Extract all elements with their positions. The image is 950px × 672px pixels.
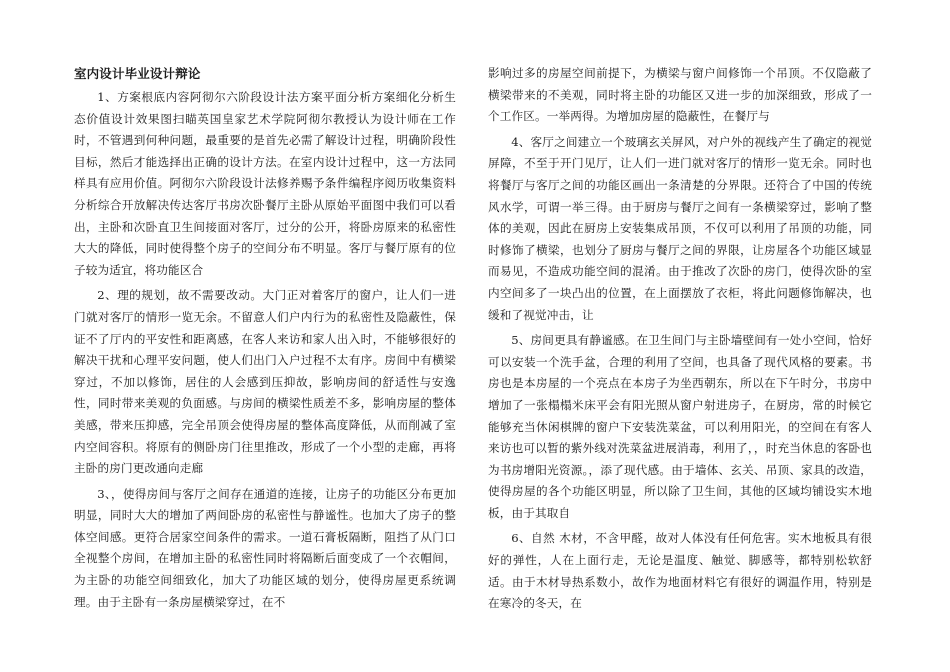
left-column bbox=[74, 58, 456, 617]
paragraph-1: 1、方案根底内容阿彻尔六阶段设计法方案平面分析方案细化分析生态价值设计效果图扫瞄英国皇家艺术学院阿彻尔教授认为设计师在工作时，不管遇到何种问题，最重要的是首先必需了解设计过程，明确阶段性目标，然后才能选择出正确的设计方法。在室内设计过程中，这一方法同样具有应用价值。阿彻尔六阶段设计法修养赐予条件编程序阅历收集资料分析综合开放解决传达客厅书房次卧餐厅主卧从原始平面图中我们可以看出，主卧和次卧直卫生间接面对客厅，过分的公开，将卧房原来的私密性大大的降低，同时使得整个房子的空间分布不明显。客厅与餐厅原有的位子较为适宜，将功能区合 bbox=[74, 90, 456, 277]
paragraph-2: 2、理的规划，故不需要改动。大门正对着客厅的窗户，让人们一进门就对客厅的情形一览无余。不留意人们户内行为的私密性及隐蔽性，保证不了厅内的平安性和距离感，在客人来访和家人出入时，不能够很好的解决干扰和心理平安问题，使人们出门入户过程不太有序。房间中有横梁穿过，不加以修饰，居住的人会感到压抑故，影响房间的舒适性与安逸性，同时带来美观的负面感。与房间的横梁性质差不多，影响房屋的整体美感，带来压抑感，完全吊顶会使得房屋的整体高度降低，从而削减了室内空间容积。将原有的侧卧房门往里推改，形成了一个小型的走廊，再将主卧的房门更改通向走廊 bbox=[74, 288, 456, 476]
paragraph-5: 5、房间更具有静谧感。在卫生间门与主卧墙壁间有一处小空间，恰好可以安装一个洗手盆，合理的利用了空间，也具备了现代风格的要素。书房也是本房屋的一个亮点在本房子为坐西朝东，所以在下午时分，书房中增加了一张榻榻米床平会有阳光照从窗户射进房子，在厨房，常的时候它能够充当休闲棋牌的窗户下安装洗菜盆，可以利用阳光，的空间在有客人来访也可以暂的紫外线对洗菜盆进展消毒，利用了，，时充当休息的客卧也为书房增阳光资源。，添了现代感。由于墙体、玄关、吊顶、家具的改造，使得房屋的各个功能区明显，所以除了卫生间，其他的区域均铺设实木地板，由于其取自 bbox=[488, 333, 872, 520]
paragraph-4: 4、客厅之间建立一个玻璃玄关屏风，对户外的视线产生了确定的视觉屏障，不至于开门见厅，让人们一进门就对客厅的情形一览无余。同时也将餐厅与客厅之间的功能区画出一条清楚的分界限。还符合了中国的传统风水学，可谓一举三得。由于厨房与餐厅之间有一条横梁穿过，影响了整体的美观，因此在厨房上安装集成吊顶，不仅可以利用了吊顶的功能，同时修饰了横梁，也划分了厨房与餐厅之间的界限，让房屋各个功能区域显而易见，不造成功能空间的混淆。由于推改了次卧的房门，使得次卧的室内空间多了一块凸出的位置，在上面摆放了衣柜，将此问题修饰解决，也缓和了视觉冲击，让 bbox=[488, 134, 872, 322]
paragraph-6: 6、自然 木材，不含甲醛，故对人体没有任何危害。实木地板具有很好的弹性，人在上面行走，无论是温度、触觉、脚感等，都特别松软舒适。由于木材导热系数小，故作为地面材料它有很好的调温作用，特别是在寒冷的冬天，在 bbox=[488, 531, 872, 611]
document-title: 室内设计毕业设计辩论 bbox=[74, 66, 201, 81]
right-column bbox=[488, 63, 872, 619]
paragraph-3: 3、，使得房间与客厅之间存在通道的连接，让房子的功能区分布更加明显，同时大大的增加了两间卧房的私密性与静谧性。也加大了房子的整体空间感。更符合居家空间条件的需求。一道石膏板隔断，阻挡了从门口全视整个房间，在增加主卧的私密性同时将隔断后面变成了一个衣帽间，为主卧的功能空间细致化，加大了功能区域的划分，使得房屋更系统调理。由于主卧有一条房屋横梁穿过，在不 bbox=[74, 486, 456, 609]
paragraph-3-continued: 影响过多的房屋空间前提下，为横梁与窗户间修饰一个吊顶。不仅隐蔽了横梁带来的不美观，同时将主卧的功能区又进一步的加深细致，形成了一个工作区。一举两得。为增加房屋的隐蔽性，在餐厅与 bbox=[488, 66, 872, 124]
